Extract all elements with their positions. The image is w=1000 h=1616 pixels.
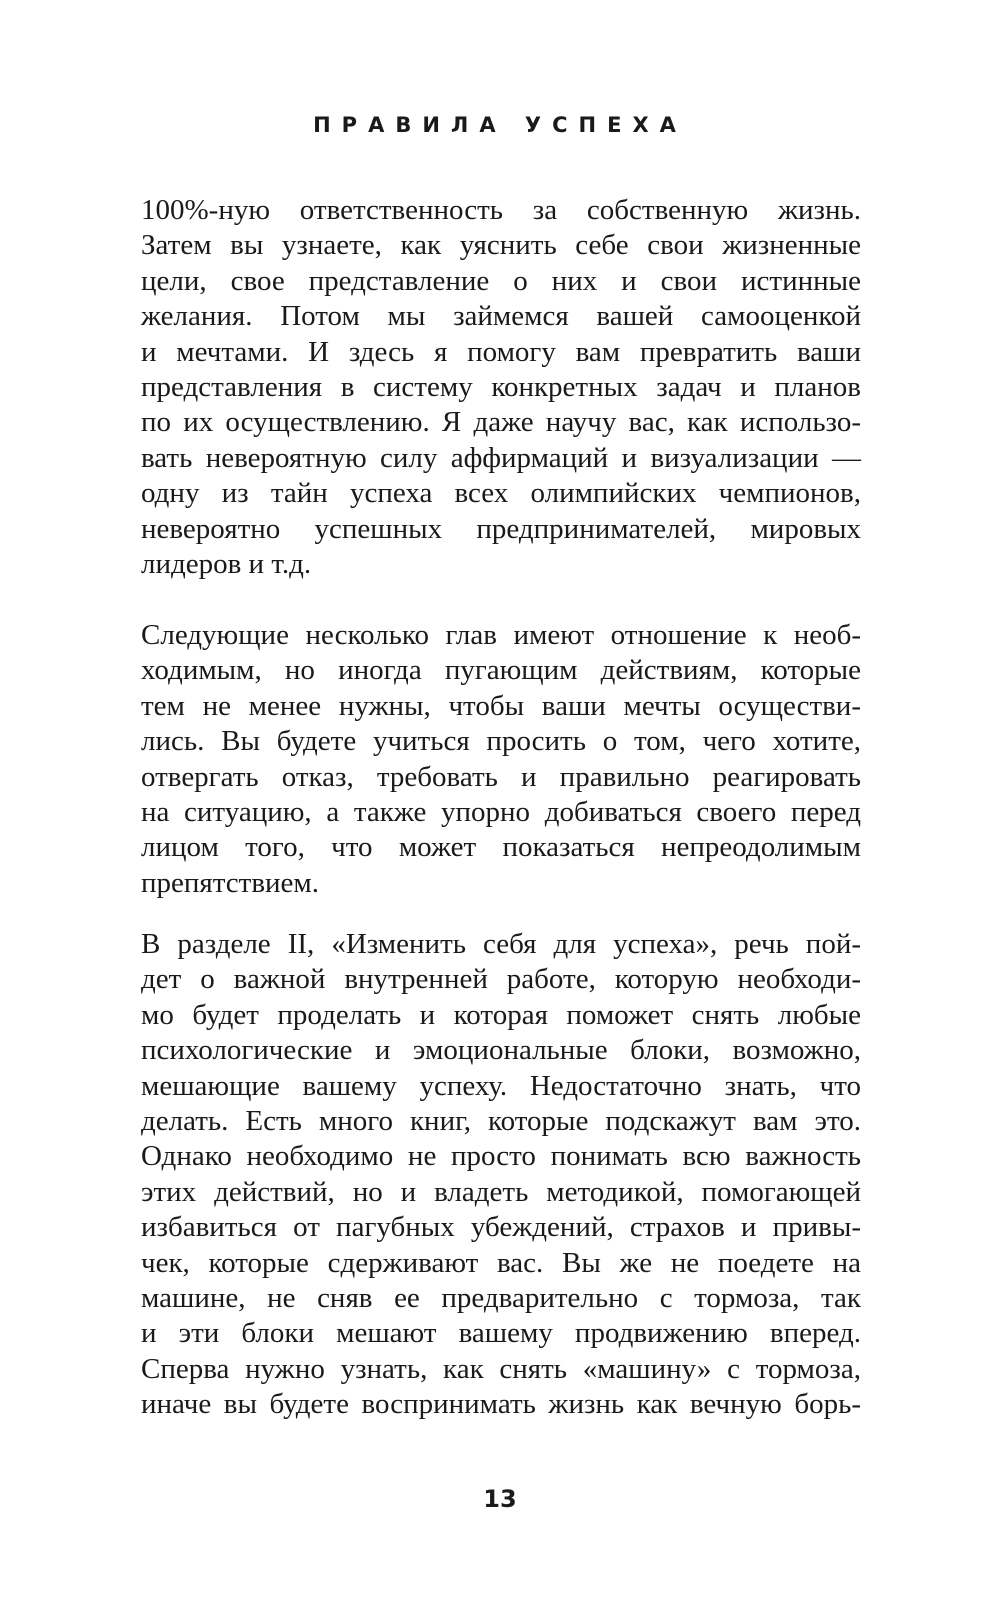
text-line: отвергать отказ, требовать и правильно реагировать (141, 760, 861, 793)
text-line: лицом того, что может показаться непреодолимым (141, 831, 861, 864)
text-line: препятствием. (141, 866, 320, 899)
text-line: мо будет проделать и которая поможет снять любые (141, 998, 861, 1031)
text-line: Однако необходимо не просто понимать всю важность (141, 1140, 861, 1173)
text-line: тем не менее нужны, чтобы ваши мечты осуществи- (141, 689, 861, 722)
paragraph-2 (141, 618, 861, 901)
text-line: цели, свое представление о них и свои истинные (141, 264, 861, 297)
text-line: и мечтами. И здесь я помогу вам превратить ваши (141, 335, 861, 368)
text-line: по их осуществлению. Я даже научу вас, как использо- (141, 406, 861, 439)
text-line: делать. Есть много книг, которые подскажут вам это. (141, 1104, 861, 1137)
paragraph-1 (141, 193, 861, 582)
text-line: В разделе II, «Изменить себя для успеха», речь пой- (141, 928, 861, 960)
text-line: Затем вы узнаете, как уяснить себе свои жизненные (141, 229, 861, 262)
text-line: Следующие несколько глав имеют отношение к необ- (141, 619, 861, 651)
text-line: лись. Вы будете учиться просить о том, чего хотите, (141, 725, 861, 758)
text-line: дет о важной внутренней работе, которую необходи- (141, 963, 861, 996)
text-line: на ситуацию, а также упорно добиваться своего перед (141, 795, 861, 828)
text-line: 100%-ную ответственность за собственную жизнь. (141, 194, 861, 226)
text-line: одну из тайн успеха всех олимпийских чемпионов, (141, 477, 861, 510)
text-line: мешающие вашему успеху. Недостаточно знать, что (141, 1069, 861, 1102)
text-line: этих действий, но и владеть методикой, помогающей (141, 1175, 861, 1208)
text-line: Сперва нужно узнать, как снять «машину» с тормоза, (141, 1352, 861, 1385)
text-line: избавиться от пагубных убеждений, страхов и привы- (141, 1211, 861, 1244)
text-line: машине, не сняв ее предварительно с тормоза, так (141, 1281, 861, 1314)
text-line: иначе вы будете воспринимать жизнь как вечную борь- (141, 1388, 861, 1421)
text-line: ходимым, но иногда пугающим действиям, которые (141, 654, 861, 687)
running-title: ПРАВИЛА УСПЕХА (313, 113, 687, 137)
page-number: 13 (483, 1485, 517, 1513)
text-line: представления в систему конкретных задач и планов (141, 370, 861, 403)
text-line: невероятно успешных предпринимателей, мировых (141, 512, 861, 545)
text-line: чек, которые сдерживают вас. Вы же не поедете на (141, 1246, 861, 1279)
paragraph-3 (141, 927, 861, 1422)
text-line: вать невероятную силу аффирмаций и визуализации — (141, 441, 861, 474)
text-line: желания. Потом мы займемся вашей самооценкой (141, 300, 861, 333)
text-line: психологические и эмоциональные блоки, возможно, (141, 1034, 861, 1067)
text-line: лидеров и т.д. (141, 547, 312, 580)
text-line: и эти блоки мешают вашему продвижению вперед. (141, 1317, 861, 1350)
